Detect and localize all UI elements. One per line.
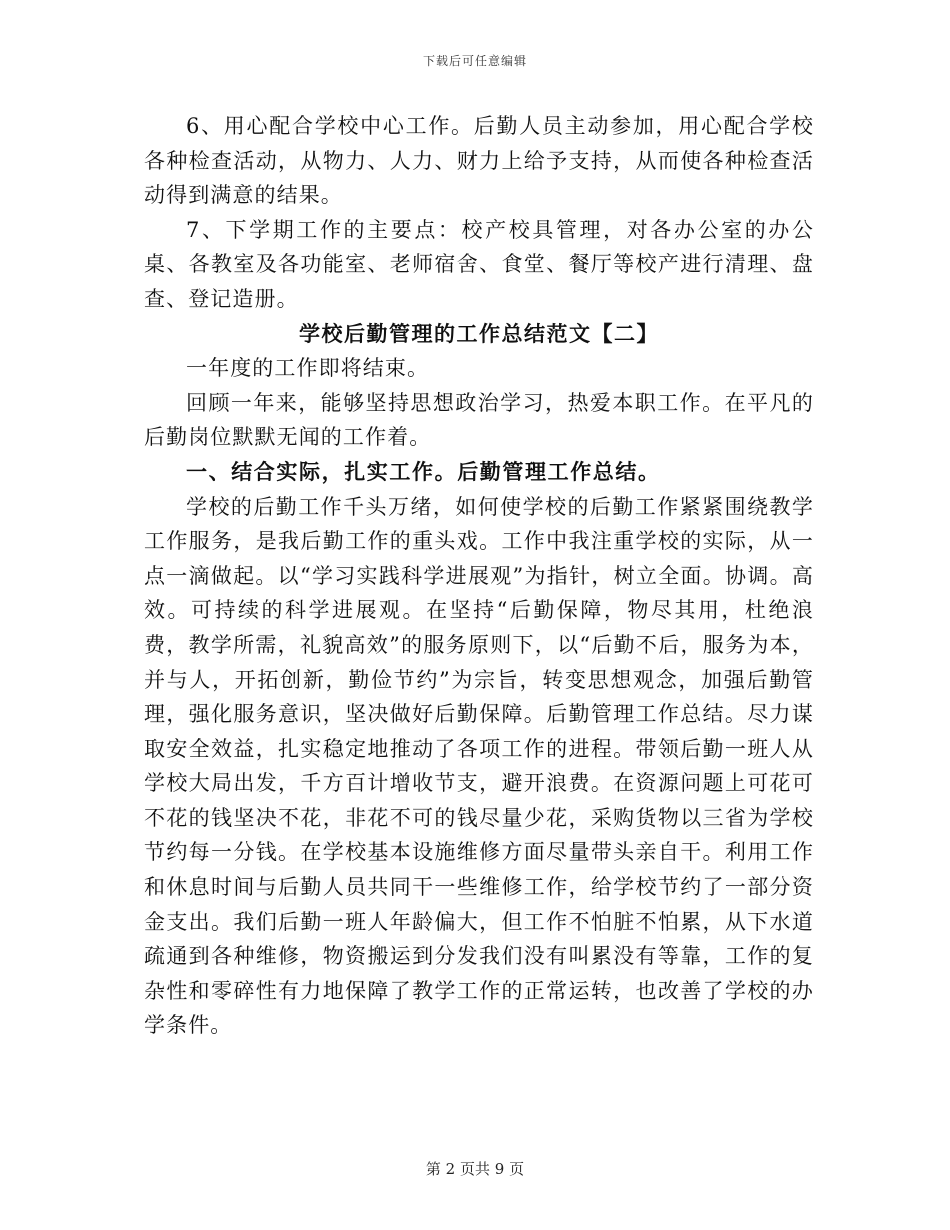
paragraph-body: 学校的后勤工作千头万绪，如何使学校的后勤工作紧紧围绕教学工作服务，是我后勤工作的重头戏。工作中我注重学校的实际，从一点一滴做起。以“学习实践科学进展观”为指针，树立全面。协调。高效。可持续的科学进展观。在坚持“后勤保障，物尽其用，杜绝浪费，教学所需，礼貌高效”的服务原则下，以“后勤不后，服务为本，并与人，开拓创新，勤俭节约”为宗旨，转变思想观念，加强后勤管理，强化服务意识，坚决做好后勤保障。后勤管理工作总结。尽力谋取安全效益，扎实稳定地推动了各项工作的进程。带领后勤一班人从学校大局出发，千方百计增收节支，避开浪费。在资源问题上可花可不花的钱坚决不花，非花不可的钱尽量少花，采购货物以三省为学校节约每一分钱。在学校基本设施维修方面尽量带头亲自干。利用工作和休息时间与后勤人员共同干一些维修工作，给学校节约了一部分资金支出。我们后勤一班人年龄偏大，但工作不怕脏不怕累，从下水道疏通到各种维修，物资搬运到分发我们没有叫累没有等靠，工作的复杂性和零碎性有力地保障了教学工作的正常运转，也改善了学校的办学条件。 [144,494,814,1038]
page-header: 下载后可任意编辑 [422,54,527,68]
paragraph-review: 回顾一年来，能够坚持思想政治学习，热爱本职工作。在平凡的后勤岗位默默无闻的工作着。 [144,390,814,450]
paragraph-item-6: 6、用心配合学校中心工作。后勤人员主动参加，用心配合学校各种检查活动，从物力、人力、财力上给予支持，从而使各种检查活动得到满意的结果。 [144,114,814,208]
paragraph-item-7: 7、下学期工作的主要点：校产校具管理，对各办公室的办公桌、各教室及各功能室、老师宿舍、食堂、餐厅等校产进行清理、盘查、登记造册。 [144,217,814,311]
page-footer: 第 2 页共 9 页 [425,1160,525,1178]
paragraph-intro: 一年度的工作即将结束。 [186,356,430,381]
document-body [144,109,814,1043]
section-title: 学校后勤管理的工作总结范文【二】 [299,320,659,346]
section-heading-1: 一、结合实际，扎实工作。后勤管理工作总结。 [186,458,661,484]
